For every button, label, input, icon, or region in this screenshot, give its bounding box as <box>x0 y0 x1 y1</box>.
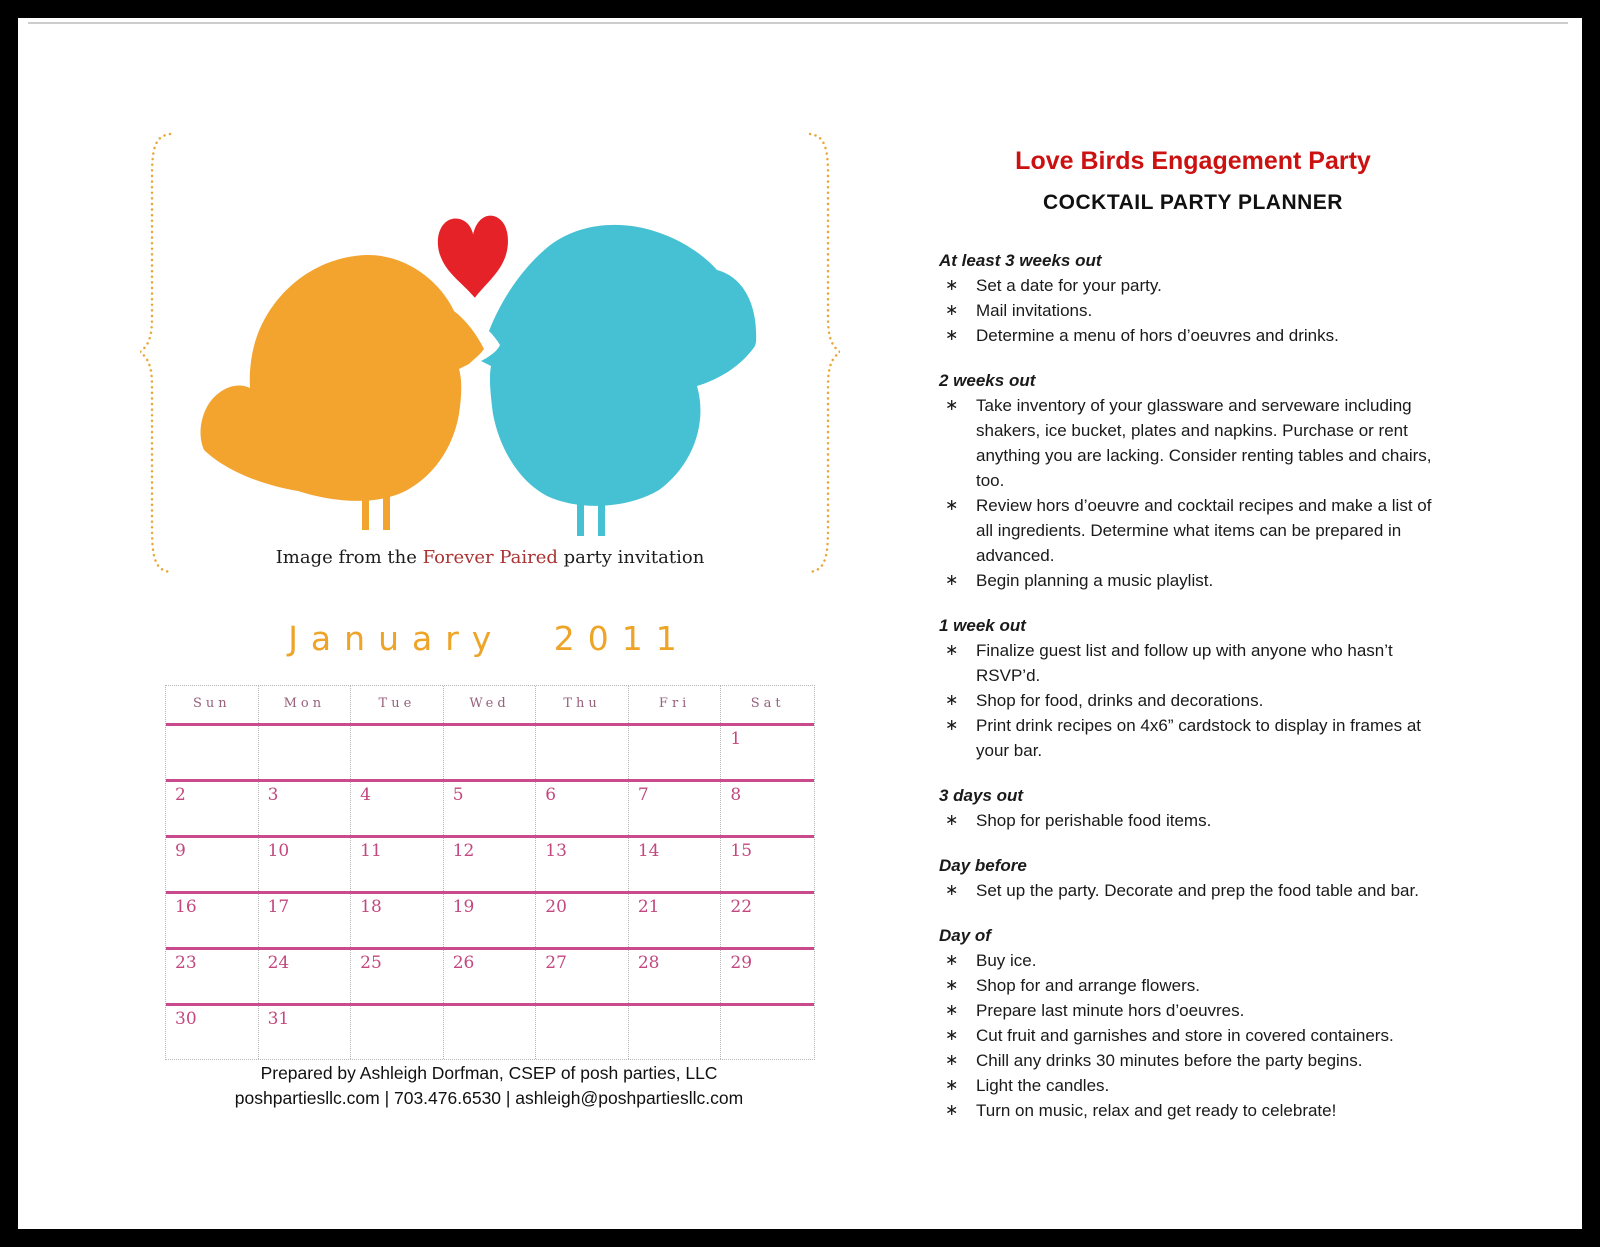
asterisk-bullet-icon: ∗ <box>945 1002 959 1019</box>
calendar-day-cell: 27 <box>536 950 629 1003</box>
footer-line1: Prepared by Ashleigh Dorfman, CSEP of posh parties, LLC <box>260 1063 718 1083</box>
calendar-day-cell: 23 <box>166 950 259 1003</box>
checklist-item: ∗ Prepare last minute hors d’oeuvres. <box>939 998 1447 1023</box>
caption-prefix: Image from the <box>275 547 423 568</box>
calendar-day-header-row <box>166 686 814 726</box>
calendar-grid <box>165 685 815 1060</box>
day-header: Sat <box>750 696 785 711</box>
heart-icon <box>435 212 515 301</box>
checklist-item: ∗ Review hors d’oeuvre and cocktail recipes and make a list of all ingredients. Determine what items can be prepared in advanced. <box>939 493 1447 568</box>
asterisk-bullet-icon: ∗ <box>945 882 959 899</box>
calendar-day-cell: 4 <box>351 782 444 835</box>
calendar-day-cell: 10 <box>259 838 352 891</box>
checklist-item: ∗ Light the candles. <box>939 1073 1447 1098</box>
calendar-day-cell: 31 <box>259 1006 352 1059</box>
left-brace-decoration <box>140 134 170 572</box>
calendar-day-cell: 26 <box>444 950 537 1003</box>
prepared-by-footer <box>165 1061 813 1111</box>
calendar-week-row <box>166 726 814 782</box>
checklist-item: ∗ Shop for perishable food items. <box>939 808 1447 833</box>
footer-line2: poshpartiesllc.com | 703.476.6530 | ashleigh@poshpartiesllc.com <box>234 1088 744 1108</box>
calendar-day-cell: 15 <box>730 841 753 861</box>
day-header: Wed <box>444 686 537 723</box>
day-header: Sun <box>166 686 259 723</box>
asterisk-bullet-icon: ∗ <box>945 1077 959 1094</box>
document-page <box>18 18 1582 1229</box>
calendar-day-cell <box>536 1006 629 1059</box>
calendar-day-cell: 9 <box>166 838 259 891</box>
calendar-day-cell: 16 <box>166 894 259 947</box>
section-day-before <box>939 853 1447 903</box>
calendar-month-title: January 2011 <box>288 619 690 658</box>
planner-sections <box>939 248 1447 1123</box>
asterisk-bullet-icon: ∗ <box>945 1027 959 1044</box>
section-3-days-out <box>939 783 1447 833</box>
asterisk-bullet-icon: ∗ <box>945 977 959 994</box>
day-header: Tue <box>351 686 444 723</box>
asterisk-bullet-icon: ∗ <box>945 302 959 319</box>
checklist-item: ∗ Set up the party. Decorate and prep the food table and bar. <box>939 878 1447 903</box>
checklist-item: ∗ Mail invitations. <box>939 298 1447 323</box>
calendar-day-cell: 12 <box>444 838 537 891</box>
calendar-week-row <box>166 1006 814 1059</box>
orange-bird <box>201 255 484 501</box>
calendar-day-cell: 2 <box>166 782 259 835</box>
invitation-artwork <box>140 128 840 593</box>
calendar-week-row <box>166 894 814 950</box>
asterisk-bullet-icon: ∗ <box>945 1052 959 1069</box>
calendar-day-cell: 3 <box>259 782 352 835</box>
asterisk-bullet-icon: ∗ <box>945 397 959 414</box>
day-header: Fri <box>629 686 722 723</box>
calendar-day-cell <box>166 726 259 779</box>
calendar-day-cell: 6 <box>536 782 629 835</box>
planner-subtitle: COCKTAIL PARTY PLANNER <box>1043 191 1343 214</box>
calendar-day-cell <box>444 1006 537 1059</box>
calendar-day-cell: 14 <box>629 838 722 891</box>
section-2-weeks-out <box>939 368 1447 593</box>
asterisk-bullet-icon: ∗ <box>945 692 959 709</box>
caption-suffix: party invitation <box>557 547 705 568</box>
asterisk-bullet-icon: ∗ <box>945 952 959 969</box>
section-heading: 3 days out <box>939 786 1024 805</box>
calendar-day-cell: 24 <box>259 950 352 1003</box>
calendar-day-cell <box>721 1006 814 1059</box>
calendar-day-cell: 1 <box>730 729 742 749</box>
section-day-of <box>939 923 1447 1123</box>
checklist-item: ∗ Turn on music, relax and get ready to celebrate! <box>939 1098 1447 1123</box>
checklist-item: ∗ Buy ice. <box>939 948 1447 973</box>
section-heading: Day of <box>939 926 991 945</box>
calendar-day-cell: 8 <box>730 785 742 805</box>
section-3-weeks-out <box>939 248 1447 348</box>
calendar-day-cell: 19 <box>444 894 537 947</box>
calendar-day-cell <box>629 726 722 779</box>
calendar-week-row <box>166 782 814 838</box>
calendar-day-cell: 25 <box>351 950 444 1003</box>
scan-edge-line <box>28 22 1568 24</box>
calendar-day-cell: 20 <box>536 894 629 947</box>
calendar-day-cell: 13 <box>536 838 629 891</box>
planner-title: Love Birds Engagement Party <box>1015 147 1371 175</box>
asterisk-bullet-icon: ∗ <box>945 497 959 514</box>
checklist-item: ∗ Take inventory of your glassware and serveware including shakers, ice bucket, plates and napkins. Purchase or rent anything you are lacking. Consider renting tables and chairs, too. <box>939 393 1447 493</box>
calendar-day-cell: 21 <box>629 894 722 947</box>
calendar-day-cell: 11 <box>351 838 444 891</box>
love-birds-illustration <box>140 128 840 588</box>
checklist-item: ∗ Print drink recipes on 4x6” cardstock to display in frames at your bar. <box>939 713 1447 763</box>
asterisk-bullet-icon: ∗ <box>945 717 959 734</box>
calendar-day-cell <box>444 726 537 779</box>
calendar-day-cell <box>536 726 629 779</box>
section-heading: Day before <box>939 856 1027 875</box>
asterisk-bullet-icon: ∗ <box>945 327 959 344</box>
calendar-day-cell <box>259 726 352 779</box>
calendar-day-cell: 30 <box>166 1006 259 1059</box>
caption-highlight: Forever Paired <box>422 547 558 568</box>
calendar-day-cell: 5 <box>444 782 537 835</box>
day-header: Thu <box>536 686 629 723</box>
calendar-day-cell: 17 <box>259 894 352 947</box>
teal-bird <box>481 225 756 506</box>
calendar-day-cell: 22 <box>730 897 753 917</box>
calendar-day-cell <box>629 1006 722 1059</box>
checklist-item: ∗ Shop for food, drinks and decorations. <box>939 688 1447 713</box>
section-1-week-out <box>939 613 1447 763</box>
right-brace-decoration <box>810 134 840 572</box>
day-header: Mon <box>259 686 352 723</box>
checklist-item: ∗ Finalize guest list and follow up with anyone who hasn’t RSVP’d. <box>939 638 1447 688</box>
cocktail-party-planner <box>939 146 1447 1123</box>
calendar-week-row <box>166 838 814 894</box>
section-heading: At least 3 weeks out <box>939 251 1102 270</box>
section-heading: 2 weeks out <box>939 371 1036 390</box>
image-caption <box>140 547 840 568</box>
checklist-item: ∗ Determine a menu of hors d’oeuvres and drinks. <box>939 323 1447 348</box>
calendar-day-cell <box>351 1006 444 1059</box>
checklist-item: ∗ Begin planning a music playlist. <box>939 568 1447 593</box>
calendar-day-cell: 18 <box>351 894 444 947</box>
checklist-item: ∗ Chill any drinks 30 minutes before the party begins. <box>939 1048 1447 1073</box>
asterisk-bullet-icon: ∗ <box>945 572 959 589</box>
asterisk-bullet-icon: ∗ <box>945 1102 959 1119</box>
asterisk-bullet-icon: ∗ <box>945 277 959 294</box>
checklist-item: ∗ Shop for and arrange flowers. <box>939 973 1447 998</box>
calendar-day-cell: 7 <box>629 782 722 835</box>
calendar-day-cell: 29 <box>730 953 753 973</box>
section-heading: 1 week out <box>939 616 1026 635</box>
calendar-day-cell <box>351 726 444 779</box>
calendar-week-row <box>166 950 814 1006</box>
calendar-day-cell: 28 <box>629 950 722 1003</box>
asterisk-bullet-icon: ∗ <box>945 812 959 829</box>
checklist-item: ∗ Set a date for your party. <box>939 273 1447 298</box>
checklist-item: ∗ Cut fruit and garnishes and store in covered containers. <box>939 1023 1447 1048</box>
asterisk-bullet-icon: ∗ <box>945 642 959 659</box>
